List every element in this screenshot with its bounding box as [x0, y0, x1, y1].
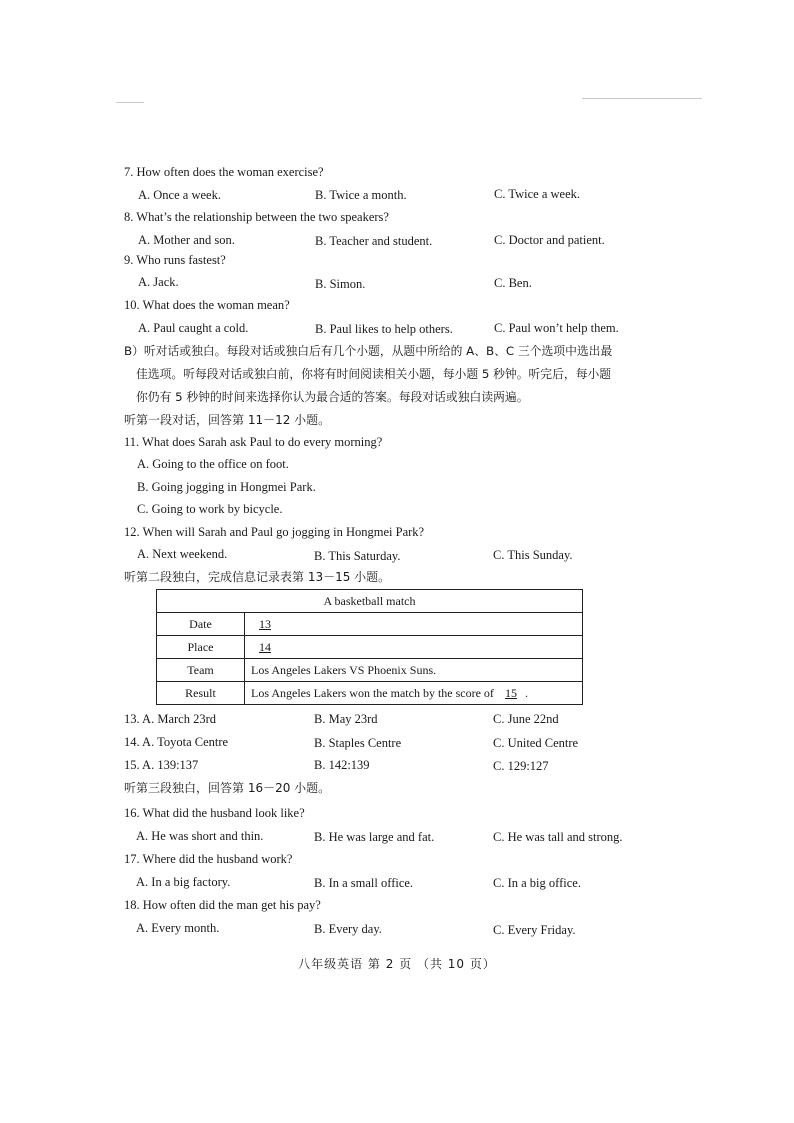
team-label: Team — [157, 659, 245, 682]
q14-option-a: 14. A. Toyota Centre — [124, 735, 229, 749]
date-cell — [245, 613, 583, 636]
q13-option-a: 13. A. March 23rd — [124, 712, 216, 726]
q13-option-b: B. May 23rd — [314, 712, 378, 726]
q16-option-b: B. He was large and fat. — [314, 830, 435, 844]
result-label: Result — [157, 682, 245, 705]
team-value: Los Angeles Lakers VS Phoenix Suns. — [245, 659, 583, 682]
q15-option-c: C. 129:127 — [493, 759, 549, 773]
q14-option-b: B. Staples Centre — [314, 736, 402, 750]
question-12: 12. When will Sarah and Paul go jogging in Hongmei Park? — [124, 525, 425, 539]
part-1-heading: 听第一段对话，回答第 11－12 小题。 — [124, 413, 331, 427]
q15-option-b: B. 142:139 — [314, 758, 370, 772]
q11-option-a: A. Going to the office on foot. — [137, 457, 289, 471]
table-title: A basketball match — [157, 590, 583, 613]
q18-option-b: B. Every day. — [314, 922, 382, 936]
question-16: 16. What did the husband look like? — [124, 806, 305, 820]
section-b-line-2: 佳选项。听每段对话或独白前，你将有时间阅读相关小题，每小题 5 秒钟。听完后，每小题 — [136, 367, 612, 381]
question-8: 8. What’s the relationship between the two speakers? — [124, 210, 389, 224]
q10-option-a: A. Paul caught a cold. — [138, 321, 249, 335]
q14-option-c: C. United Centre — [493, 736, 579, 750]
question-7: 7. How often does the woman exercise? — [124, 165, 324, 179]
blank-13: 13 — [259, 617, 271, 631]
blank-15: 15 — [504, 686, 517, 700]
q7-option-c: C. Twice a week. — [494, 187, 581, 201]
q17-option-c: C. In a big office. — [493, 876, 581, 890]
info-record-table — [156, 589, 583, 705]
q12-option-c: C. This Sunday. — [493, 548, 573, 562]
question-17: 17. Where did the husband work? — [124, 852, 293, 866]
q7-option-a: A. Once a week. — [138, 188, 221, 202]
q9-option-a: A. Jack. — [138, 275, 179, 289]
q9-option-c: C. Ben. — [494, 276, 532, 290]
page-footer: 八年级英语 第 2 页 （共 10 页） — [298, 957, 496, 971]
section-b-instructions — [124, 340, 664, 409]
q16-option-a: A. He was short and thin. — [136, 829, 264, 843]
result-text: Los Angeles Lakers won the match by the score of — [251, 686, 494, 700]
section-b-line-3: 你仍有 5 秒钟的时间来选择你认为最合适的答案。每段对话或独白读两遍。 — [136, 390, 529, 404]
q16-option-c: C. He was tall and strong. — [493, 830, 623, 844]
part-3-heading: 听第三段独白，回答第 16－20 小题。 — [124, 781, 331, 795]
section-b-line-1: B）听对话或独白。每段对话或独白后有几个小题，从题中所给的 A、B、C 三个选项中选出最 — [124, 344, 613, 358]
q15-option-a: 15. A. 139:137 — [124, 758, 199, 772]
q9-option-b: B. Simon. — [315, 277, 366, 291]
q8-option-a: A. Mother and son. — [138, 233, 235, 247]
q11-option-c: C. Going to work by bicycle. — [137, 502, 283, 516]
q8-option-b: B. Teacher and student. — [315, 234, 433, 248]
q10-option-b: B. Paul likes to help others. — [315, 322, 453, 336]
result-cell — [245, 682, 583, 705]
q7-option-b: B. Twice a month. — [315, 188, 407, 202]
question-9: 9. Who runs fastest? — [124, 253, 226, 267]
q11-option-b: B. Going jogging in Hongmei Park. — [137, 480, 316, 494]
question-11: 11. What does Sarah ask Paul to do every morning? — [124, 435, 383, 449]
scan-edge-line-right — [582, 98, 702, 99]
part-2-heading: 听第二段独白，完成信息记录表第 13－15 小题。 — [124, 570, 391, 584]
q12-option-b: B. This Saturday. — [314, 549, 401, 563]
q18-option-c: C. Every Friday. — [493, 923, 576, 937]
date-label: Date — [157, 613, 245, 636]
q12-option-a: A. Next weekend. — [137, 547, 228, 561]
scan-edge-line-left — [116, 102, 144, 103]
q17-option-a: A. In a big factory. — [136, 875, 231, 889]
q13-option-c: C. June 22nd — [493, 712, 559, 726]
q18-option-a: A. Every month. — [136, 921, 220, 935]
place-cell — [245, 636, 583, 659]
place-label: Place — [157, 636, 245, 659]
result-end: . — [524, 686, 528, 700]
question-18: 18. How often did the man get his pay? — [124, 898, 321, 912]
q17-option-b: B. In a small office. — [314, 876, 414, 890]
blank-14: 14 — [259, 640, 271, 654]
q10-option-c: C. Paul won’t help them. — [494, 321, 619, 335]
question-10: 10. What does the woman mean? — [124, 298, 290, 312]
q8-option-c: C. Doctor and patient. — [494, 233, 605, 247]
